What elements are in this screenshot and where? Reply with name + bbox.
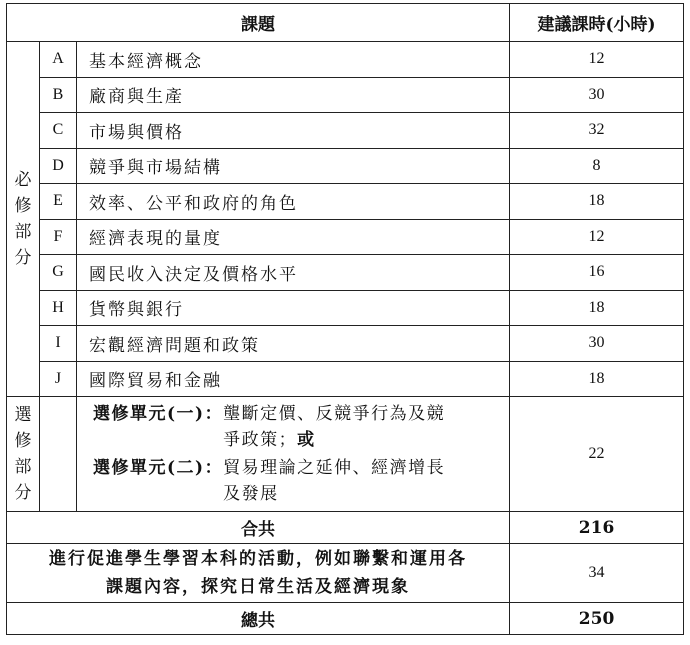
elective-or: 或	[297, 430, 316, 450]
table-row	[7, 290, 684, 326]
elective-label-char: 修	[14, 431, 32, 451]
activity-line2: 課題內容，探究日常生活及經濟現象	[106, 577, 411, 597]
elective-row	[7, 397, 684, 512]
table-row	[7, 113, 684, 149]
total-label: 總共	[7, 603, 510, 635]
row-letter: H	[40, 290, 77, 326]
activity-row	[7, 544, 684, 603]
table-row	[7, 148, 684, 184]
elective-label-char: 部	[14, 457, 32, 477]
row-topic: 經濟表現的量度	[77, 219, 510, 255]
subtotal-label: 合共	[7, 512, 510, 544]
table-row	[7, 255, 684, 291]
compulsory-label-char: 必	[14, 170, 32, 190]
elective-unit1-line1: 壟斷定價、反競爭行為及競	[223, 404, 446, 424]
row-hours: 30	[510, 77, 684, 113]
row-letter: A	[40, 42, 77, 78]
elective-units	[77, 397, 510, 512]
elective-unit2-line2: 及發展	[223, 484, 279, 504]
row-hours: 18	[510, 361, 684, 397]
activity-line1: 進行促進學生學習本科的活動，例如聯繫和運用各	[49, 549, 468, 569]
subtotal-hours: 216	[510, 512, 684, 544]
elective-unit1-line2: 爭政策；	[223, 430, 298, 450]
subtotal-row	[7, 512, 684, 544]
elective-unit1-label: 選修單元(一)：	[93, 404, 224, 424]
elective-unit2-line1: 貿易理論之延伸、經濟增長	[223, 458, 446, 478]
row-letter: E	[40, 184, 77, 220]
row-topic: 國際貿易和金融	[77, 361, 510, 397]
elective-unit2-text	[223, 455, 497, 507]
elective-hours: 22	[510, 397, 684, 512]
header-topic: 課題	[7, 4, 510, 42]
row-topic: 市場與價格	[77, 113, 510, 149]
compulsory-label-char: 分	[14, 248, 32, 268]
table-row	[7, 326, 684, 362]
elective-unit1-text	[223, 401, 497, 453]
table-row	[7, 42, 684, 78]
elective-letter-cell	[40, 397, 77, 512]
row-topic: 貨幣與銀行	[77, 290, 510, 326]
row-letter: G	[40, 255, 77, 291]
row-letter: C	[40, 113, 77, 149]
row-topic: 國民收入決定及價格水平	[77, 255, 510, 291]
row-hours: 32	[510, 113, 684, 149]
row-hours: 12	[510, 42, 684, 78]
total-hours: 250	[510, 603, 684, 635]
row-letter: I	[40, 326, 77, 362]
row-hours: 12	[510, 219, 684, 255]
curriculum-table	[6, 3, 684, 635]
header-hours: 建議課時(小時)	[510, 4, 684, 42]
row-letter: J	[40, 361, 77, 397]
activity-text	[7, 544, 510, 603]
row-topic: 競爭與市場結構	[77, 148, 510, 184]
elective-label	[7, 397, 40, 512]
row-letter: F	[40, 219, 77, 255]
row-hours: 18	[510, 290, 684, 326]
elective-unit2-label: 選修單元(二)：	[93, 458, 224, 478]
table-row	[7, 77, 684, 113]
row-letter: B	[40, 77, 77, 113]
row-topic: 基本經濟概念	[77, 42, 510, 78]
row-letter: D	[40, 148, 77, 184]
row-hours: 8	[510, 148, 684, 184]
table-row	[7, 184, 684, 220]
header-row	[7, 4, 684, 42]
compulsory-label-char: 部	[14, 222, 32, 242]
elective-label-char: 選	[14, 405, 32, 425]
row-topic: 廠商與生產	[77, 77, 510, 113]
row-hours: 18	[510, 184, 684, 220]
table-row	[7, 219, 684, 255]
compulsory-label-char: 修	[14, 196, 32, 216]
compulsory-label	[7, 42, 40, 397]
elective-label-char: 分	[14, 483, 32, 503]
table-row	[7, 361, 684, 397]
row-hours: 16	[510, 255, 684, 291]
row-topic: 效率、公平和政府的角色	[77, 184, 510, 220]
total-row	[7, 603, 684, 635]
row-hours: 30	[510, 326, 684, 362]
activity-hours: 34	[510, 544, 684, 603]
row-topic: 宏觀經濟問題和政策	[77, 326, 510, 362]
